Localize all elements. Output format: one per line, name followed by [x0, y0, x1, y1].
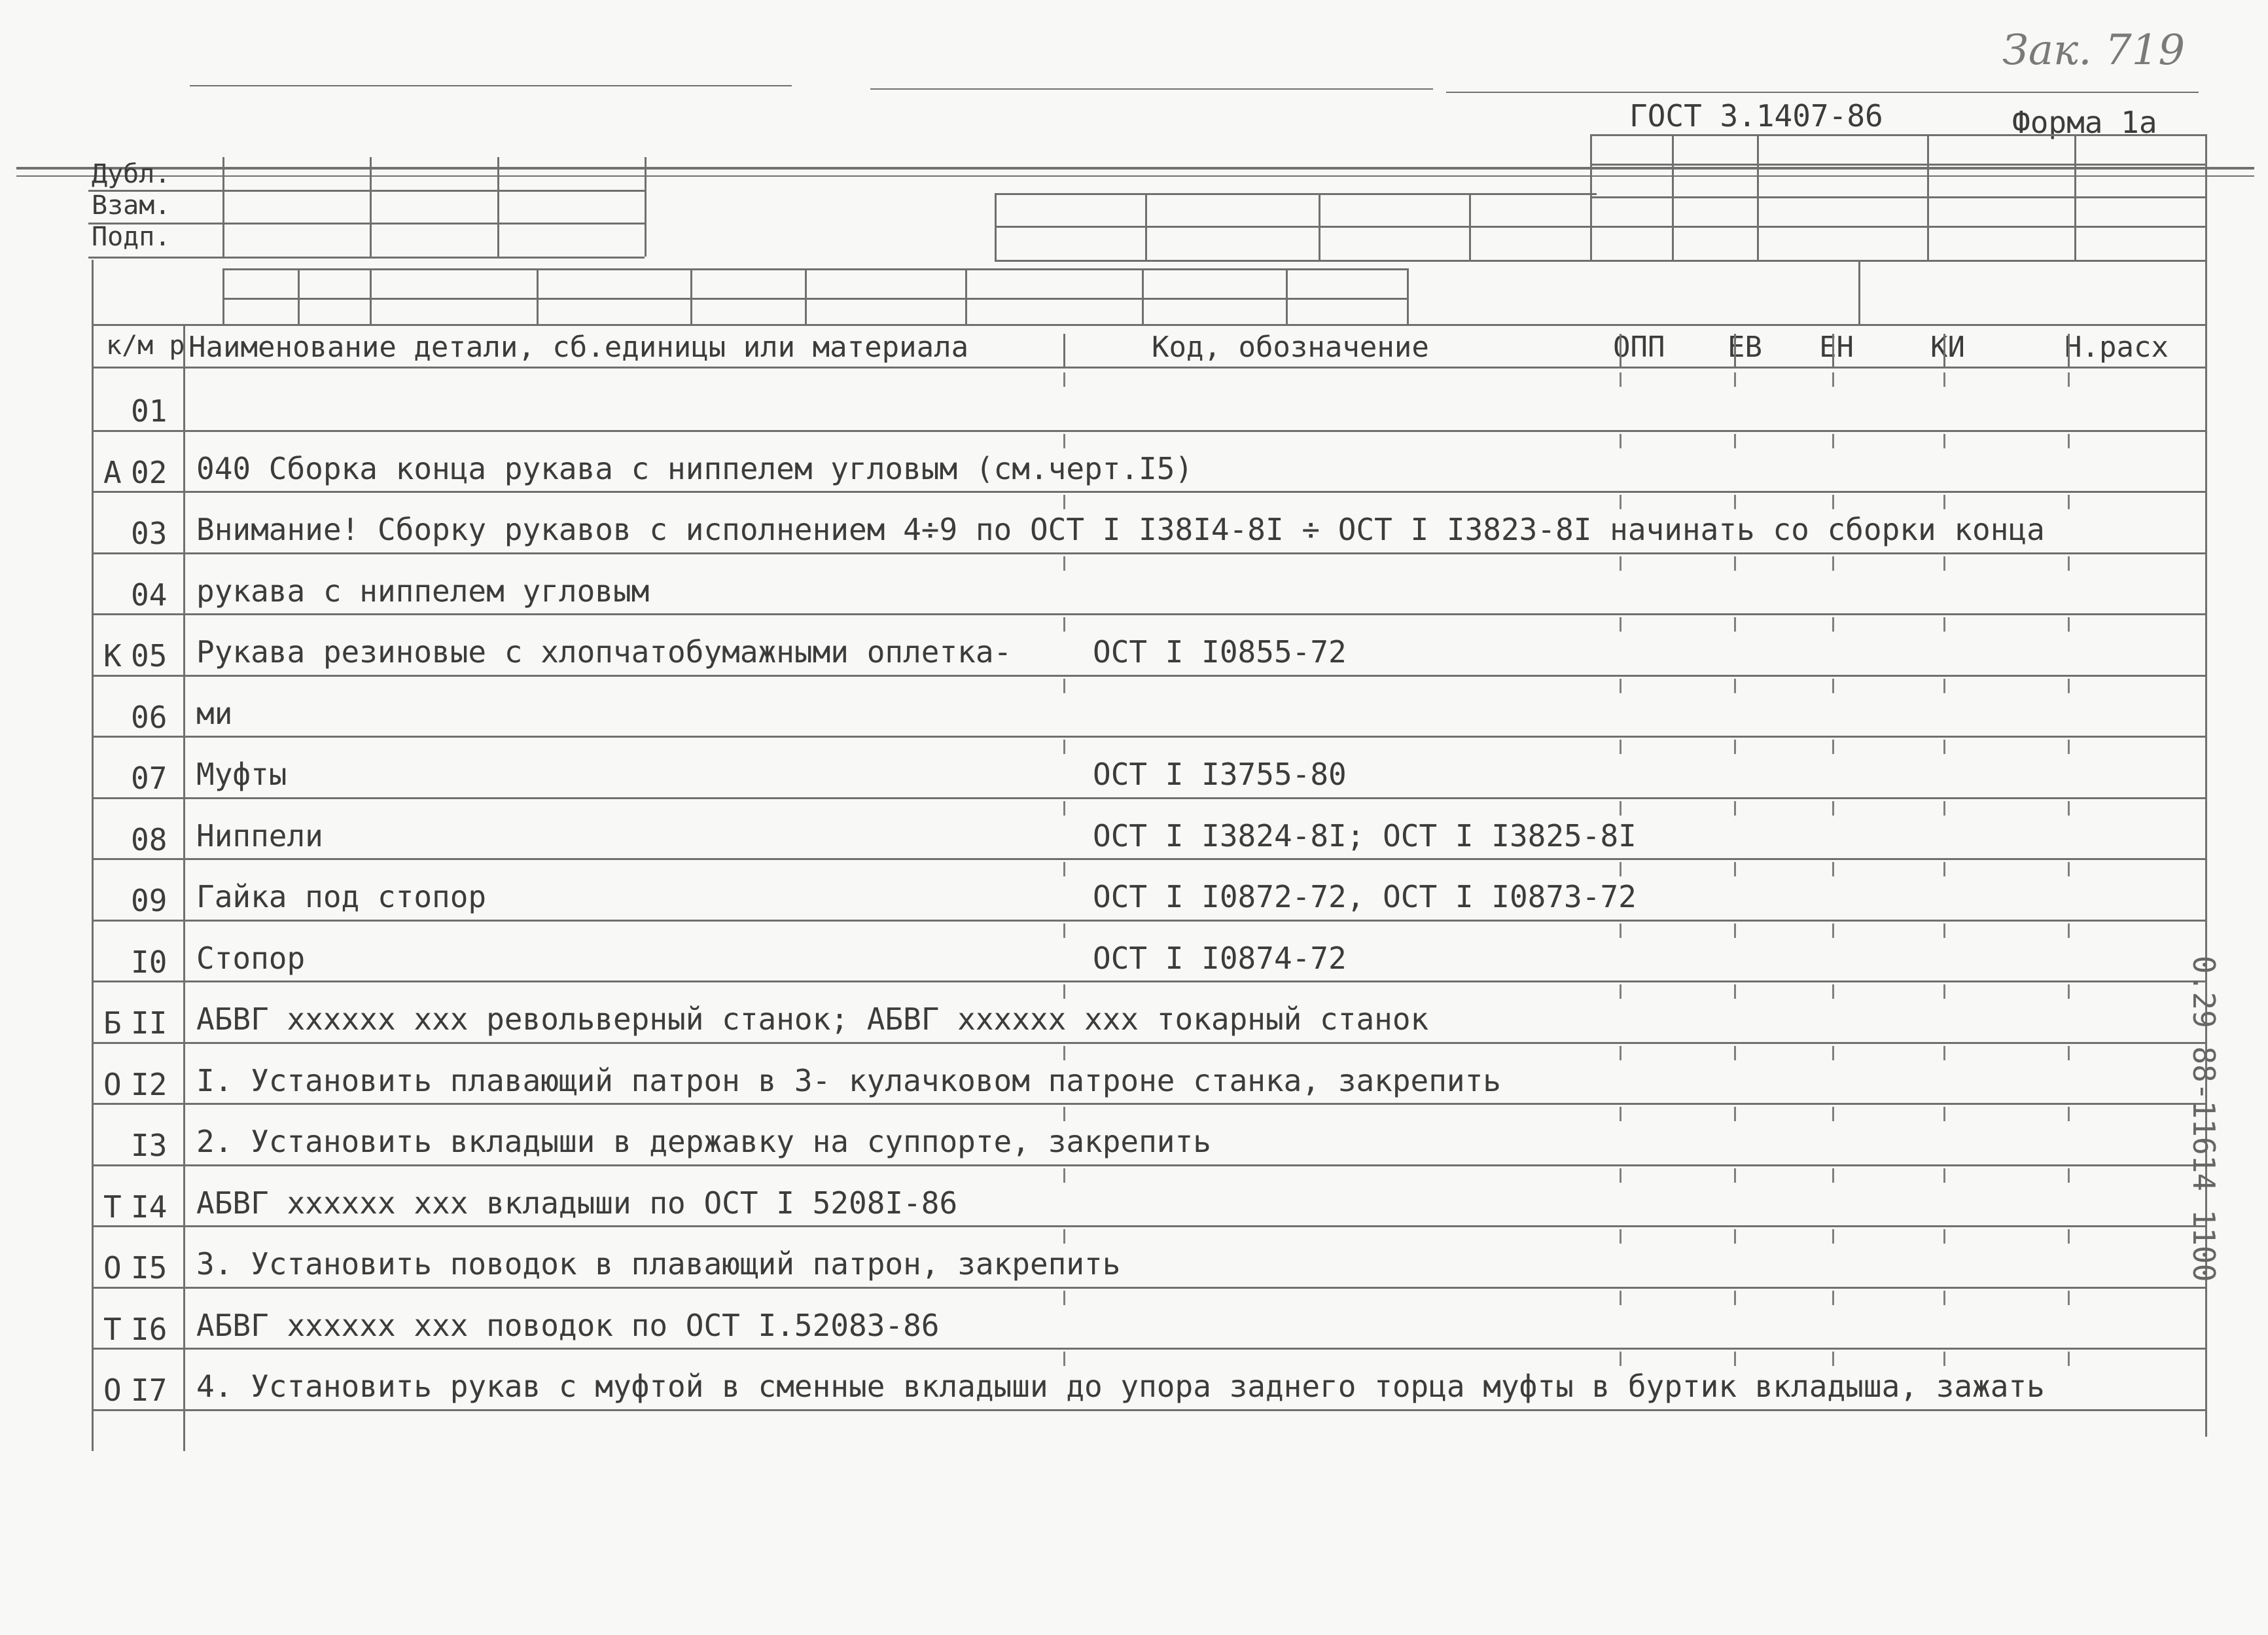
row-number: 09: [131, 883, 168, 918]
row-number: 02: [131, 454, 168, 490]
standard-label: ГОСТ 3.1407-86: [1629, 98, 1883, 134]
row-number: I2: [131, 1066, 168, 1102]
row-name: АБВГ хххххх ххх поводок по ОСТ I.52083-86: [196, 1307, 940, 1343]
table-row: [92, 676, 2205, 738]
row-prefix: А: [103, 454, 122, 490]
table-row: [92, 1288, 2205, 1350]
table-row: [92, 1043, 2205, 1105]
row-prefix: Т: [103, 1189, 122, 1225]
row-number: I5: [131, 1250, 168, 1285]
row-number: 08: [131, 821, 168, 857]
row-name: Стопор: [196, 940, 306, 976]
row-number: II: [131, 1005, 168, 1041]
row-name: рукава с ниппелем угловым: [196, 573, 650, 609]
table-row: [92, 737, 2205, 799]
header-row-code: к/м р: [106, 331, 185, 361]
table-row: [92, 799, 2205, 860]
side-stamp: 0.29 88-11614 1100: [2186, 956, 2222, 1282]
row-prefix: О: [103, 1373, 122, 1408]
row-name: 040 Сборка конца рукава с ниппелем угловым (см.черт.I5): [196, 450, 1194, 486]
row-prefix: Б: [103, 1005, 122, 1041]
table-row: [92, 859, 2205, 921]
row-name: Гайка под стопор: [196, 879, 487, 914]
table-row: [92, 921, 2205, 982]
row-code: ОСТ I I3755-80: [1093, 757, 1347, 792]
row-name: I. Установить плавающий патрон в 3- кулачковом патроне станка, закрепить: [196, 1062, 1501, 1098]
row-prefix: Т: [103, 1311, 122, 1347]
stamp-label-dubl: Дубл.: [92, 159, 171, 189]
row-name: АБВГ хххххх ххх вкладыши по ОСТ I 5208I-86: [196, 1185, 958, 1221]
table-row: [92, 1349, 2205, 1410]
header-en: ЕН: [1819, 331, 1854, 364]
handwritten-note: Зак. 719: [2002, 26, 2186, 75]
column-header-row: [92, 324, 2205, 370]
header-n-rash: Н.расх: [2064, 331, 2169, 364]
row-number: I3: [131, 1128, 168, 1163]
row-number: 05: [131, 638, 168, 674]
header-name: Наименование детали, сб.единицы или материала: [188, 331, 969, 364]
row-code: ОСТ I I0872-72, ОСТ I I0873-72: [1093, 879, 1637, 914]
table-row: [92, 982, 2205, 1043]
table-row: [92, 1166, 2205, 1227]
row-name: ми: [196, 695, 233, 731]
row-code: ОСТ I I0874-72: [1093, 940, 1347, 976]
row-name: 3. Установить поводок в плавающий патрон, закрепить: [196, 1246, 1121, 1282]
row-name: Муфты: [196, 757, 287, 792]
row-number: 06: [131, 699, 168, 735]
row-number: 04: [131, 577, 168, 613]
row-name: 2. Установить вкладыши в державку на суппорте, закрепить: [196, 1124, 1211, 1159]
row-number: 03: [131, 516, 168, 551]
table-row: [92, 1227, 2205, 1288]
row-code: ОСТ I I0855-72: [1093, 634, 1347, 670]
row-number: I4: [131, 1189, 168, 1225]
table-row: [92, 431, 2205, 493]
header-ev: ЕВ: [1728, 331, 1762, 364]
row-number: I7: [131, 1373, 168, 1408]
stamp-block: [88, 154, 645, 259]
row-number: 07: [131, 761, 168, 796]
row-code: ОСТ I I3824-8I; ОСТ I I3825-8I: [1093, 818, 1637, 853]
table-row: [92, 554, 2205, 615]
stamp-label-vzam: Взам.: [92, 190, 171, 221]
row-number: 01: [131, 393, 168, 429]
table-row: [92, 492, 2205, 554]
row-name: АБВГ хххххх ххх револьверный станок; АБВГ хххххх ххх токарный станок: [196, 1001, 1429, 1037]
row-name: 4. Установить рукав с муфтой в сменные вкладыши до упора заднего торца муфты в буртик вкладыша, зажать: [196, 1369, 2045, 1404]
row-prefix: К: [103, 638, 122, 674]
header-opp: ОПП: [1613, 331, 1665, 364]
form-label: Форма 1а: [2012, 105, 2157, 140]
row-name: Ниппели: [196, 818, 323, 853]
table-row: [92, 370, 2205, 431]
table-row: [92, 1104, 2205, 1166]
row-prefix: О: [103, 1066, 122, 1102]
table-row: [92, 615, 2205, 676]
row-number: I6: [131, 1311, 168, 1347]
stamp-label-podp: Подп.: [92, 222, 171, 252]
header-code: Код, обозначение: [1152, 331, 1429, 364]
row-name: Рукава резиновые с хлопчатобумажными оплетка-: [196, 634, 1012, 670]
header-ki: КИ: [1930, 331, 1965, 364]
row-name: Внимание! Сборку рукавов с исполнением 4÷9 по ОСТ I I38I4-8I ÷ ОСТ I I3823-8I начинать со сборки конца: [196, 512, 2045, 547]
row-prefix: О: [103, 1250, 122, 1285]
row-number: I0: [131, 944, 168, 980]
